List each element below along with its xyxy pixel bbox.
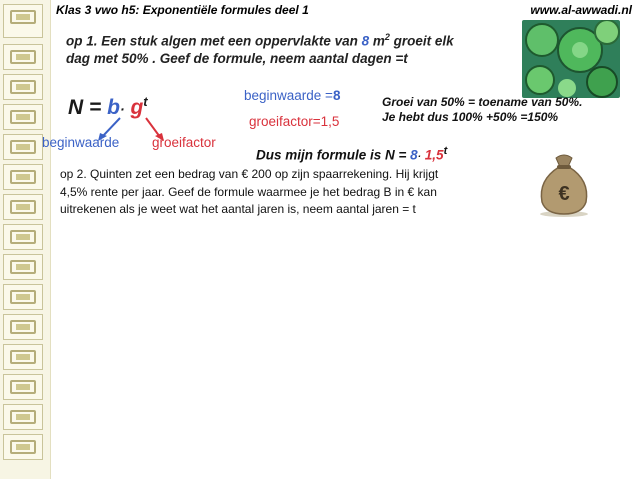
pattern-tile (3, 284, 43, 310)
label-beginwaarde: beginwaarde (42, 135, 120, 150)
q1-text-end: groeit elk (389, 33, 454, 49)
result-g: 1,5 (424, 147, 444, 163)
given-beginwaarde (244, 88, 340, 103)
formula-g: g (130, 96, 144, 119)
question-2-line1: op 2. Quinten zet een bedrag van € 200 op zijn spaarrekening. Hij krijgt (60, 167, 439, 181)
decorative-side-strip (0, 0, 51, 479)
result-prefix: Dus mijn formule is N = (256, 147, 411, 163)
pattern-tile (3, 404, 43, 430)
formula-b: b (107, 96, 120, 119)
pattern-tile (3, 194, 43, 220)
formula-dot: · (119, 101, 125, 117)
formula-exponent: t (143, 94, 148, 109)
pattern-tile (3, 374, 43, 400)
pattern-tile (3, 254, 43, 280)
result-b: 8 (410, 147, 418, 163)
pattern-tile (3, 314, 43, 340)
question-1-line1 (66, 29, 526, 50)
euro-symbol: € (558, 183, 570, 205)
slide-title: Klas 3 vwo h5: Exponentiële formules deel 1 (56, 3, 309, 17)
growth-note (382, 95, 582, 125)
q1-unit: m (369, 33, 385, 49)
pattern-tile (3, 134, 43, 160)
money-bag-icon (530, 150, 598, 218)
pattern-tile (3, 434, 43, 460)
pattern-tile (3, 74, 43, 100)
result-dot: · (417, 151, 422, 163)
question-2-line2: 4,5% rente per jaar. Geef de formule waarmee je het bedrag B in € kan (60, 184, 437, 199)
algae-photo (522, 20, 620, 98)
result-formula (256, 145, 447, 163)
given-beginwaarde-label: beginwaarde = (244, 88, 333, 103)
label-groeifactor: groeifactor (152, 135, 216, 150)
given-beginwaarde-value: 8 (332, 88, 341, 103)
pattern-tile (3, 44, 43, 70)
site-url: www.al-awwadi.nl (530, 3, 632, 17)
question-2-line3: uitrekenen als je weet wat het aantal jaren is, neem aantal jaren = t (60, 202, 416, 216)
q1-text: op 1. Een stuk algen met een oppervlakte van (66, 33, 362, 49)
calligraphy-logo (3, 4, 43, 38)
q1-unit-exponent: 2 (384, 32, 390, 42)
pattern-tile (3, 104, 43, 130)
question-1-line2: dag met 50% . Geef de formule, neem aantal dagen =t (66, 50, 408, 66)
question-1 (66, 29, 526, 67)
q1-area-value: 8 (361, 33, 370, 49)
given-groeifactor: groeifactor=1,5 (249, 114, 340, 129)
question-2 (60, 166, 438, 219)
growth-note-line2: Je hebt dus 100% +50% =150% (382, 110, 559, 124)
formula-lhs: N = (68, 96, 108, 119)
growth-note-line1: Groei van 50% = toename van 50%. (382, 95, 583, 109)
pattern-tile (3, 164, 43, 190)
pattern-tile (3, 344, 43, 370)
result-exponent: t (443, 145, 448, 157)
pattern-tile (3, 224, 43, 250)
